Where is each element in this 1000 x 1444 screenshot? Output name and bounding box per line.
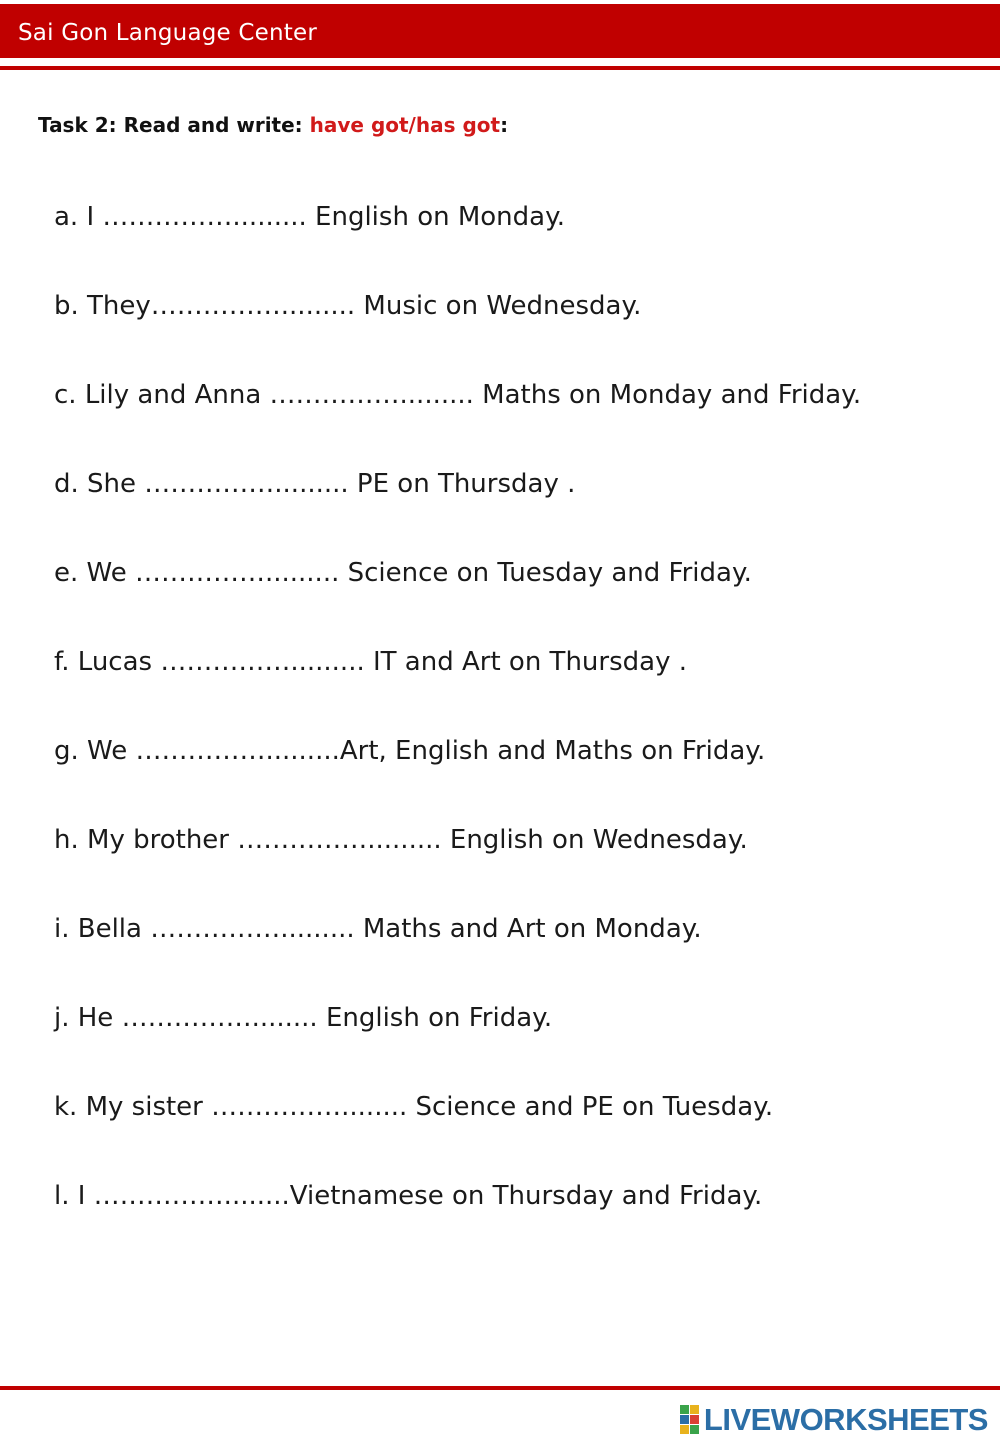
exercise-item-f: f. Lucas ……………......... IT and Art on Thursday . [54,647,687,677]
task-heading [38,113,508,137]
logo-text: LIVEWORKSHEETS [703,1402,988,1437]
exercise-item-c: c. Lily and Anna ……………......... Maths on Monday and Friday. [54,380,862,410]
exercise-item-k: k. My sister ……………........ Science and PE on Tuesday. [54,1092,774,1122]
exercise-item-a: a. I ……………......... English on Monday. [54,202,566,232]
liveworksheets-logo [680,1402,988,1438]
exercise-item-l: l. I ……………........Vietnamese on Thursday and Friday. [54,1181,763,1211]
header-bar [0,4,1000,58]
task-suffix: : [500,113,509,137]
footer-rule [0,1386,1000,1390]
task-target-phrase: have got/has got [309,113,501,137]
header-rule [0,66,1000,70]
exercise-item-i: i. Bella ……………......... Maths and Art on Monday. [54,914,702,944]
exercise-item-h: h. My brother ……………......... English on Wednesday. [54,825,748,855]
exercise-item-j: j. He ……………........ English on Friday. [54,1003,553,1033]
liveworksheets-logo-icon [680,1405,700,1435]
exercise-item-b: b. They……………......... Music on Wednesday. [54,291,642,321]
exercise-item-g: g. We …………….........Art, English and Maths on Friday. [54,736,766,766]
exercise-item-e: e. We ……………......... Science on Tuesday and Friday. [54,558,752,588]
exercise-item-d: d. She ……………......... PE on Thursday . [54,469,576,499]
task-label: Task 2: Read and write: [38,113,310,137]
header-title: Sai Gon Language Center [18,20,318,46]
